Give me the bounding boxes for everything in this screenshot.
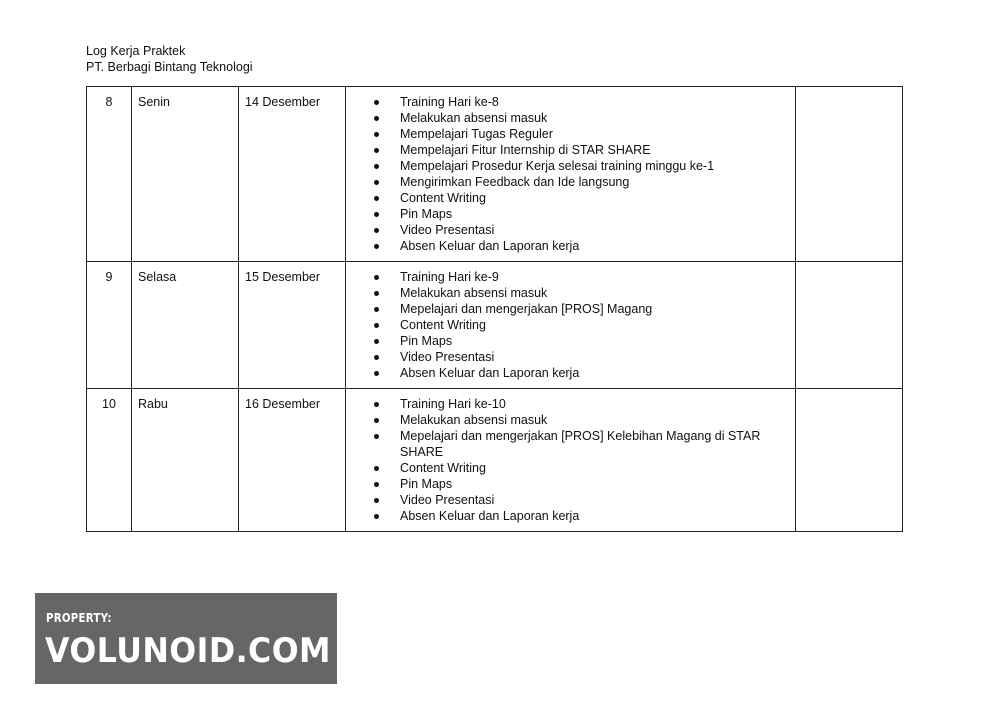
- activity-item: Melakukan absensi masuk: [394, 412, 789, 428]
- activity-item: Mempelajari Fitur Internship di STAR SHARE: [394, 142, 789, 158]
- activity-item: Absen Keluar dan Laporan kerja: [394, 238, 789, 254]
- activity-item: Content Writing: [394, 317, 789, 333]
- row-remark: [796, 262, 903, 389]
- activity-item: Pin Maps: [394, 476, 789, 492]
- activity-list: [352, 94, 789, 254]
- activity-item: Training Hari ke-9: [394, 269, 789, 285]
- activity-list: [352, 396, 789, 524]
- row-number: 10: [87, 389, 132, 532]
- work-log-body: [87, 87, 903, 532]
- row-number: 9: [87, 262, 132, 389]
- activity-item: Mempelajari Tugas Reguler: [394, 126, 789, 142]
- activity-item: Mepelajari dan mengerjakan [PROS] Kelebihan Magang di STAR SHARE: [394, 428, 789, 460]
- row-activities: [346, 87, 796, 262]
- row-activities: [346, 262, 796, 389]
- row-day: Selasa: [132, 262, 239, 389]
- activity-list: [352, 269, 789, 381]
- header-title: Log Kerja Praktek: [86, 44, 186, 58]
- activity-item: Absen Keluar dan Laporan kerja: [394, 365, 789, 381]
- watermark-box: [35, 593, 337, 684]
- row-day: Senin: [132, 87, 239, 262]
- table-row: [87, 262, 903, 389]
- row-date: 16 Desember: [239, 389, 346, 532]
- activity-item: Video Presentasi: [394, 492, 789, 508]
- activity-item: Video Presentasi: [394, 222, 789, 238]
- table-row: [87, 389, 903, 532]
- work-log-table: [86, 86, 903, 532]
- activity-item: Content Writing: [394, 190, 789, 206]
- activity-item: Melakukan absensi masuk: [394, 285, 789, 301]
- activity-item: Pin Maps: [394, 333, 789, 349]
- row-remark: [796, 87, 903, 262]
- activity-item: Content Writing: [394, 460, 789, 476]
- activity-item: Mempelajari Prosedur Kerja selesai training minggu ke-1: [394, 158, 789, 174]
- row-activities: [346, 389, 796, 532]
- row-remark: [796, 389, 903, 532]
- document-header: [86, 43, 253, 75]
- table-row: [87, 87, 903, 262]
- row-day: Rabu: [132, 389, 239, 532]
- activity-item: Training Hari ke-8: [394, 94, 789, 110]
- activity-item: Mepelajari dan mengerjakan [PROS] Magang: [394, 301, 789, 317]
- activity-item: Training Hari ke-10: [394, 396, 789, 412]
- header-company: PT. Berbagi Bintang Teknologi: [86, 60, 253, 74]
- activity-item: Video Presentasi: [394, 349, 789, 365]
- watermark-site: VOLUNOID.COM: [45, 631, 332, 671]
- row-number: 8: [87, 87, 132, 262]
- row-date: 15 Desember: [239, 262, 346, 389]
- activity-item: Pin Maps: [394, 206, 789, 222]
- activity-item: Melakukan absensi masuk: [394, 110, 789, 126]
- activity-item: Mengirimkan Feedback dan Ide langsung: [394, 174, 789, 190]
- row-date: 14 Desember: [239, 87, 346, 262]
- watermark-label: PROPERTY:: [46, 611, 112, 625]
- activity-item: Absen Keluar dan Laporan kerja: [394, 508, 789, 524]
